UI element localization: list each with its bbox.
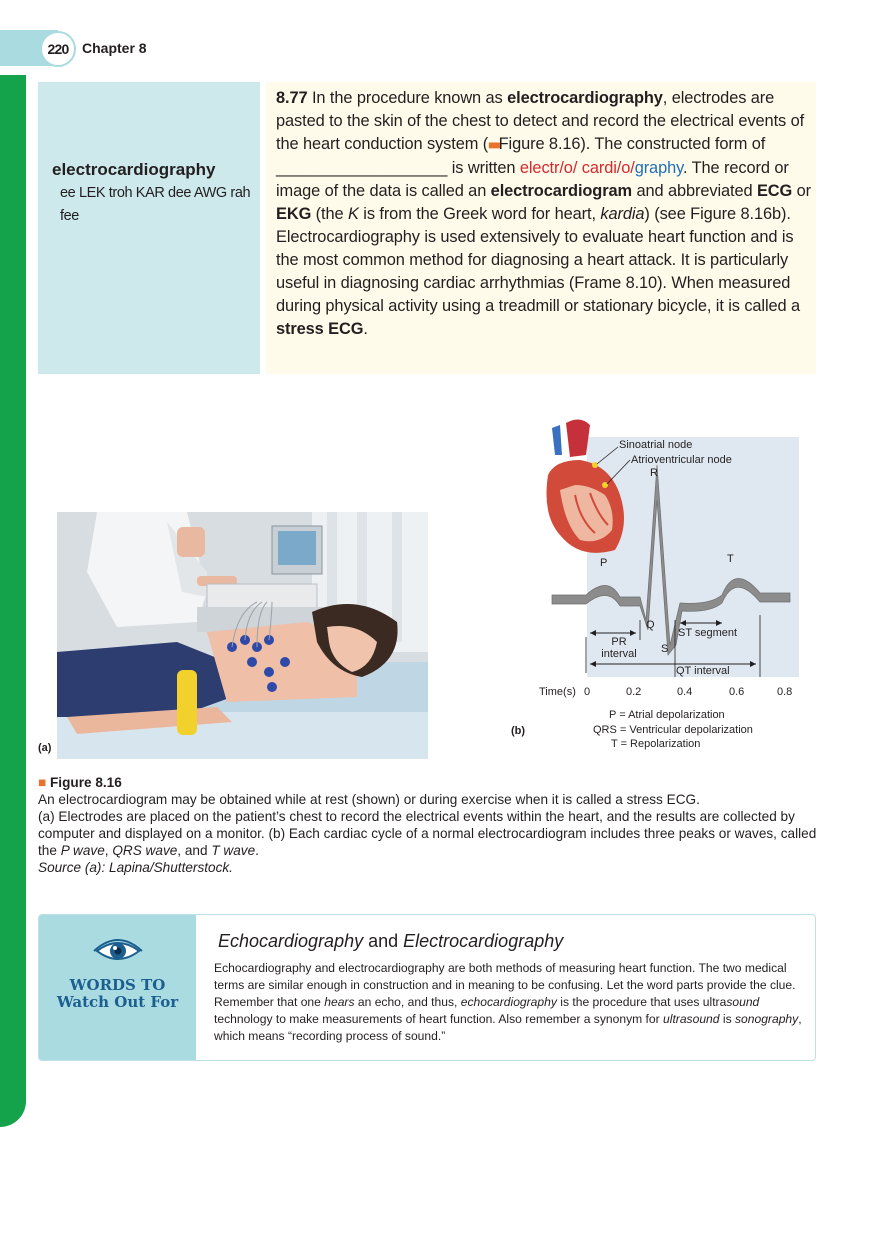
frame-text: Figure 8.16). The constructed form of ___________________ is written [276,135,766,177]
sa-leader-line [597,447,618,464]
frame-bold-term: stress ECG [276,320,364,338]
caption-body [38,808,818,859]
legend-item: QRS = Ventricular depolarization [593,723,753,736]
frame-text: or [792,182,812,200]
body-italic: sound [726,995,760,1009]
wave-s-label: S [661,643,669,655]
caption-title-text: Figure 8.16 [50,775,122,790]
frame-bold-term: ECG [756,182,793,200]
body-italic: sonography [734,1012,799,1026]
frame-text: . The record or image of the data is called an [276,159,789,200]
time-axis-label: Time(s) [539,686,576,698]
term-word: electrocardiography [52,160,216,179]
figure-marker-icon: ■■ [488,138,499,152]
frame-bold-term: electrocardiography [507,89,663,107]
caption-italic: QRS wave [112,843,178,858]
st-segment-label: ST segment [678,627,738,639]
time-tick: 0.4 [677,686,693,698]
constructed-form-red: electr/o/ cardi/o/ [519,159,635,177]
av-node-marker [602,482,608,488]
frame-text: , electrodes are pasted to the skin of the chest to detect and record the electrical events of the heart conduction system ( [276,89,805,153]
frame-bold-term: electrocardiogram [490,182,632,200]
title-term: Echocardiography [218,931,364,951]
time-tick: 0.6 [729,686,745,698]
pr-interval-label: PR interval [601,636,637,660]
body-text: , which means “recording process of sound.” [214,1012,802,1043]
figure-label-a: (a) [38,742,52,754]
body-text: an echo, and thus, [354,995,461,1009]
caption-italic: T wave [211,843,256,858]
caption-text: , and [177,843,212,858]
words-to-watch-heading [39,977,196,1011]
sinoatrial-node-marker [592,462,598,468]
frame-text: (the [311,205,348,223]
wave-r-label: R [650,467,658,479]
chapter-label: Chapter 8 [82,40,147,56]
wave-p-label: P [600,557,608,569]
title-term: Electrocardiography [403,931,564,951]
body-text: is [719,1012,735,1026]
caption-text: , [104,843,113,858]
caption-text: . [255,843,259,858]
body-text: Echocardiography and electrocardiography are both methods of measuring heart function. The two medical terms are similar enough in construction and in meaning to be confusing. Let the word parts provide the clue. Remember that one [214,961,796,1009]
legend-item: T = Repolarization [611,738,701,750]
frame-paragraph [276,87,812,341]
time-tick: 0.2 [626,686,642,698]
body-italic: hears [324,995,355,1009]
frame-text: . [363,320,368,338]
frame-italic: K [347,205,359,223]
frame-text: In the procedure known as [307,89,508,107]
title-text: and [363,931,404,951]
caption-line: An electrocardiogram may be obtained while at rest (shown) or during exercise when it is called a stress ECG. [38,792,700,807]
body-text: technology to make measurements of heart function. Also remember a synonym for [214,1012,664,1026]
av-node-label: Atrioventricular node [631,454,732,466]
ecg-legend [585,708,753,752]
caption-title [38,774,818,791]
caption-marker-icon: ■ [38,775,47,790]
caption-italic: P wave [60,843,105,858]
body-italic: echocardiography [460,995,557,1009]
term-sidebar [38,82,260,374]
body-italic: ultrasound [663,1012,720,1026]
eye-icon [91,933,145,967]
term-pronunciation: ee LEK troh KAR dee AWG rah fee [60,185,251,224]
heart-vessel-icon [552,425,562,455]
page-number: 220 [40,31,76,67]
frame-8-77 [266,82,816,374]
photo-illustration [57,512,428,759]
figure-label-b: (b) [511,725,526,737]
frame-italic: kardia [600,205,645,223]
constructed-form-blue: graphy [634,159,683,177]
sa-node-label: Sinoatrial node [619,439,693,451]
words-to-watch-box [38,914,816,1061]
words-to-watch-badge [39,915,196,1061]
body-text: is the procedure that uses ultra [556,995,727,1009]
ecg-patient-photo [57,512,428,759]
words-to-watch-title [218,931,563,952]
heading-line: WORDS TO [69,976,166,994]
frame-number: 8.77 [276,89,308,107]
caption-text: (a) Electrodes are placed on the patient’s chest to record the electrical events within the heart, and the results are collected by computer and displayed on a monitor. (b) Each cardiac cycle of a normal electrocardiogram includes three peaks or waves, called the [38,809,817,858]
heart-aorta-icon [566,419,590,457]
caption-source: Source (a): Lapina/Shutterstock. [38,860,233,875]
frame-bold-term: EKG [276,205,312,223]
frame-text: is from the Greek word for heart, [358,205,601,223]
legend-item: P = Atrial depolarization [609,709,725,721]
chapter-color-bar [0,75,26,1127]
wave-q-label: Q [646,619,655,631]
frame-text: ) (see Figure 8.16b). Electrocardiography is used extensively to evaluate heart function and is the most common method for diagnosing a heart attack. It is particularly useful in diagnosing cardiac arrhythmias (Frame 8.10). When measured during physical activity using a treadmill or stationary bicycle, it is called a [276,205,801,315]
frame-text: and abbreviated [632,182,757,200]
time-tick: 0.8 [777,686,793,698]
wave-t-label: T [727,553,734,565]
heading-line: Watch Out For [56,993,179,1011]
time-tick: 0 [584,686,591,698]
av-leader-line [607,460,630,484]
words-to-watch-body [214,960,804,1045]
qt-interval-label: QT interval [676,665,730,677]
figure-caption [38,774,818,876]
